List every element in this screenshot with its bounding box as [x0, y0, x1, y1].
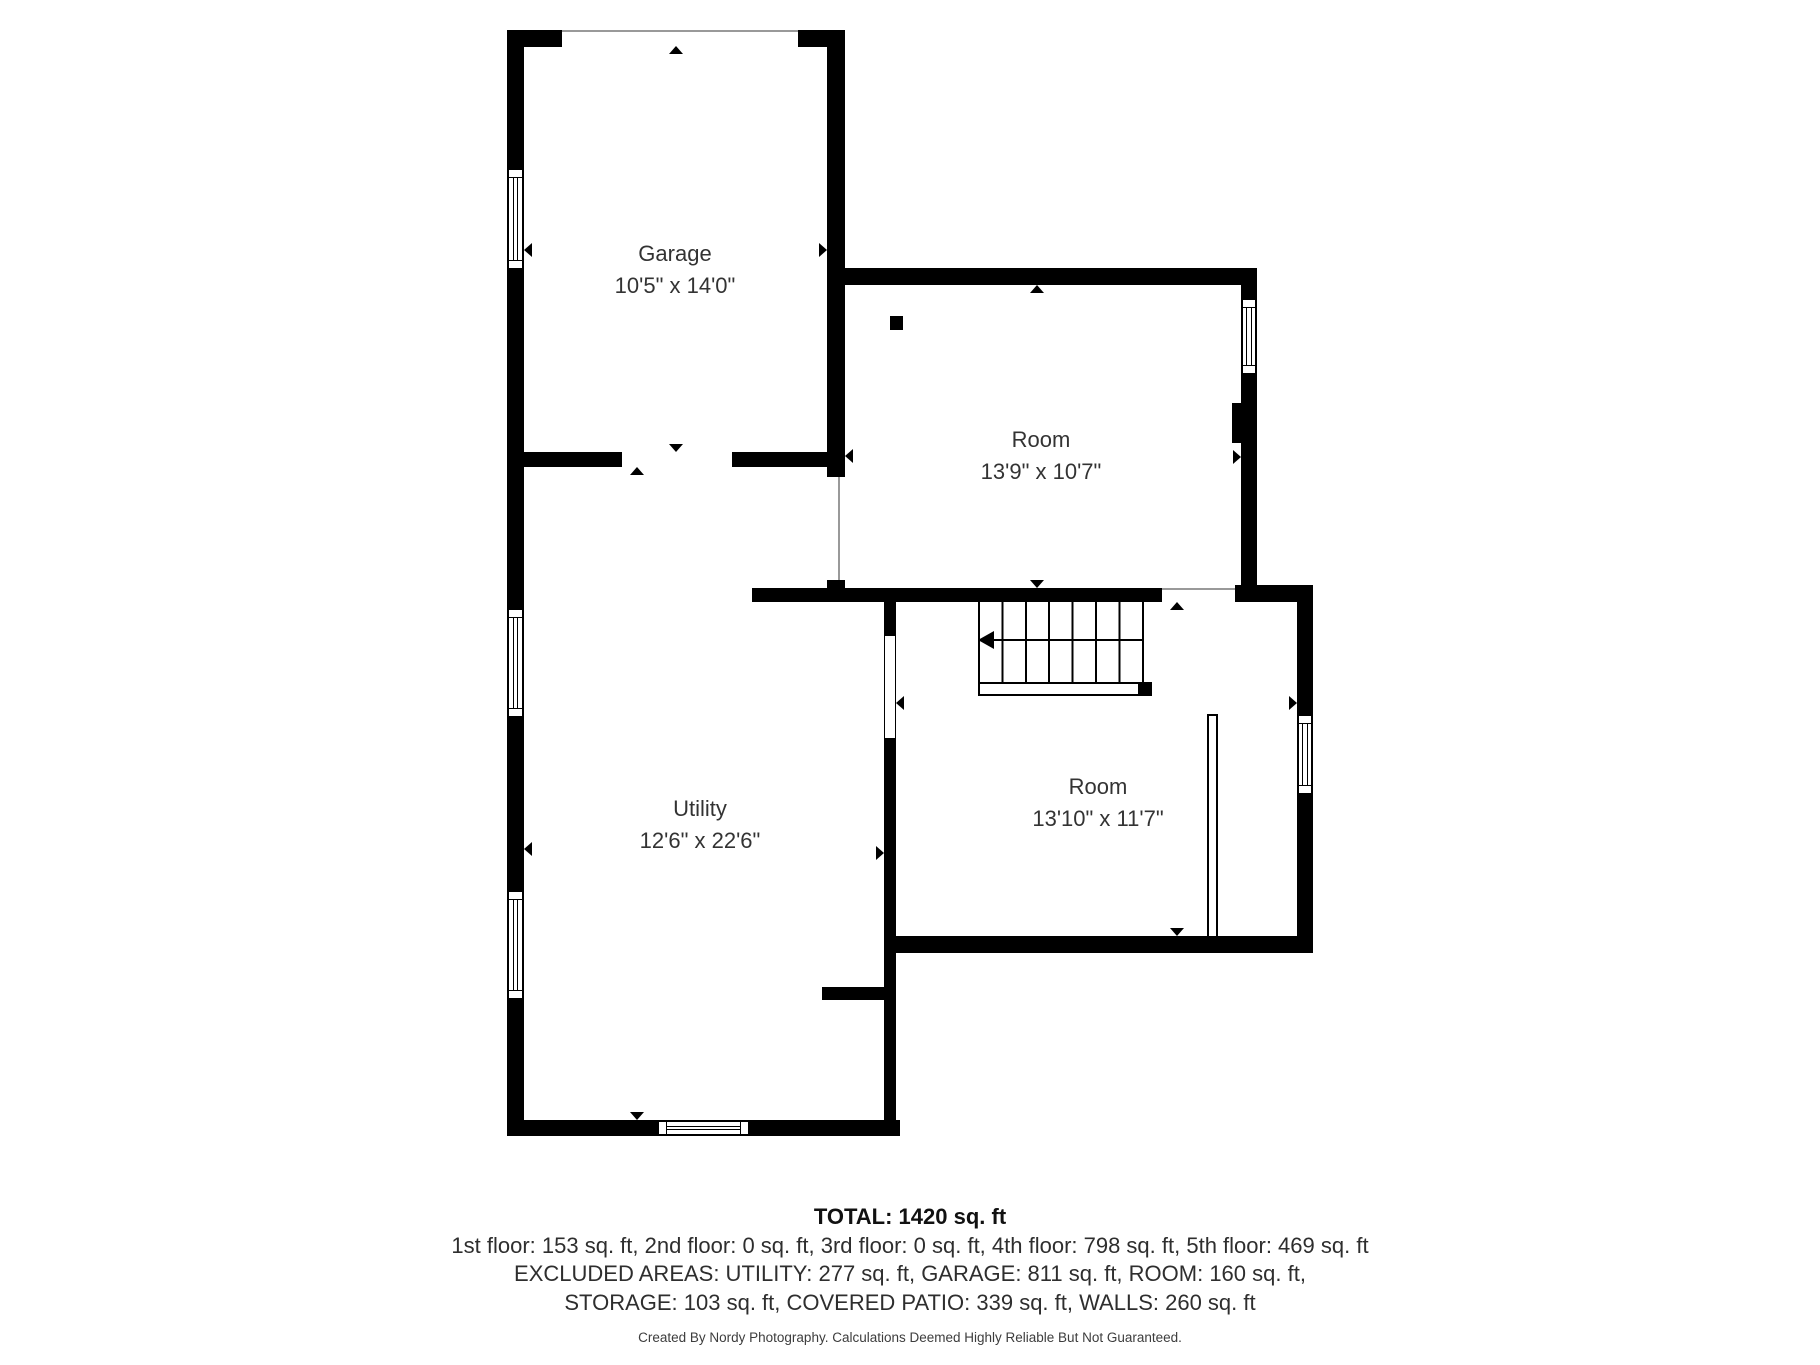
wall: [1241, 285, 1257, 298]
window-pane: [513, 617, 519, 709]
window-pane: [513, 177, 519, 261]
wall: [884, 738, 896, 1136]
room-label-room-top: [981, 424, 1102, 488]
wall: [750, 1120, 900, 1136]
room-dimensions: 13'10" x 11'7": [1032, 806, 1164, 831]
door-opening: [1162, 588, 1235, 590]
room-label-room-bottom: [1032, 771, 1163, 835]
dimension-arrow-up: [1170, 602, 1184, 610]
room-name: Room: [1011, 427, 1071, 452]
garage-door-opening: [562, 30, 798, 32]
dimension-arrow-right: [819, 243, 827, 257]
dimension-arrow-up: [1030, 285, 1044, 293]
door-leaf: [1207, 714, 1218, 938]
room-dimensions: 13'9" x 10'7": [980, 459, 1102, 484]
dimension-arrow-left: [524, 842, 532, 856]
wall: [507, 718, 524, 890]
total-area-text: TOTAL: 1420 sq. ft: [813, 1204, 1007, 1229]
room-name: Room: [1068, 774, 1128, 799]
wall: [507, 1120, 657, 1136]
wall: [827, 30, 845, 477]
floor-areas-text: 1st floor: 153 sq. ft, 2nd floor: 0 sq. ft, 3rd floor: 0 sq. ft, 4th floor: 798 sq. ft, 5th floor: 469 sq. ft: [451, 1232, 1369, 1258]
stair-direction-arrow: [978, 631, 994, 649]
wall: [884, 936, 1313, 953]
window-pane: [666, 1126, 741, 1131]
room-dimensions: 10'5" x 14'0": [614, 273, 736, 298]
wall: [1297, 795, 1313, 953]
wall: [884, 602, 896, 636]
dimension-arrow-up: [669, 46, 683, 54]
stair-endcap: [1138, 684, 1150, 694]
wall: [1297, 602, 1313, 714]
excluded-areas-line-1: EXCLUDED AREAS: UTILITY: 277 sq. ft, GARAGE: 811 sq. ft, ROOM: 160 sq. ft,: [514, 1261, 1306, 1286]
dimension-arrow-left: [524, 243, 532, 257]
column-post: [890, 316, 903, 330]
dimension-arrow-left: [845, 449, 853, 463]
window: [1297, 714, 1313, 795]
wall: [827, 268, 1257, 285]
room-name: Utility: [673, 796, 727, 821]
room-label-garage: [615, 238, 736, 302]
wall: [1235, 585, 1313, 602]
window-pane: [1246, 307, 1251, 366]
window-pane: [513, 899, 519, 991]
dimension-arrow-down: [1170, 928, 1184, 936]
wall: [822, 987, 884, 1000]
dimension-arrow-down: [1030, 580, 1044, 588]
summary-block: [0, 1203, 1820, 1353]
wall: [507, 30, 524, 168]
wall: [752, 588, 1162, 602]
room-dimensions: 12'6" x 22'6": [639, 828, 761, 853]
dimension-arrow-up: [630, 467, 644, 475]
excluded-areas-line-2: STORAGE: 103 sq. ft, COVERED PATIO: 339 sq. ft, WALLS: 260 sq. ft: [564, 1289, 1256, 1315]
window: [507, 608, 524, 718]
window: [1241, 298, 1257, 375]
stair-landing: [978, 682, 1152, 696]
dimension-arrow-down: [669, 444, 683, 452]
room-name: Garage: [638, 241, 712, 266]
room-label-utility: [640, 793, 761, 857]
window-pane: [1302, 723, 1307, 786]
credit-text: Created By Nordy Photography. Calculations Deemed Highly Reliable But Not Guaranteed.: [638, 1330, 1182, 1345]
dimension-arrow-right: [1289, 696, 1297, 710]
wall: [507, 452, 622, 467]
wall: [507, 30, 562, 47]
door-opening: [884, 636, 896, 738]
wall-block: [1232, 403, 1257, 443]
wall: [507, 270, 524, 608]
door-opening: [838, 477, 840, 580]
wall: [507, 1000, 524, 1136]
wall: [732, 452, 845, 467]
window: [507, 168, 524, 270]
dimension-arrow-right: [876, 846, 884, 860]
window: [507, 890, 524, 1000]
dimension-arrow-right: [1233, 450, 1241, 464]
dimension-arrow-left: [896, 696, 904, 710]
dimension-arrow-down: [630, 1112, 644, 1120]
window: [657, 1120, 750, 1136]
stair-walk-line: [992, 639, 1142, 641]
staircase: [978, 602, 1144, 682]
